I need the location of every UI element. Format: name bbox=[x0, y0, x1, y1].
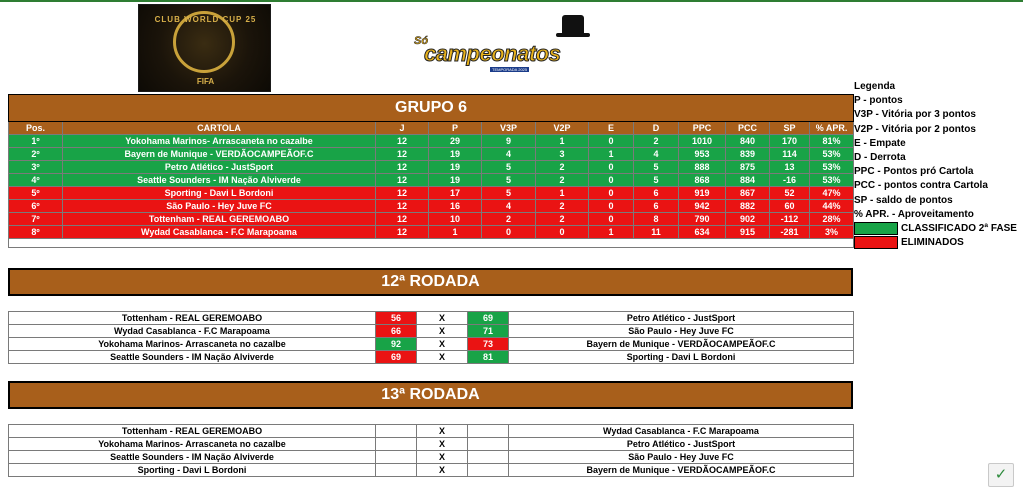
home-score bbox=[376, 438, 417, 451]
so-campeonatos-logo bbox=[414, 15, 594, 77]
standings-row bbox=[9, 200, 854, 213]
away-team: Petro Atlético - JustSport bbox=[509, 438, 854, 451]
legend-classified bbox=[854, 222, 1022, 236]
group-title: GRUPO 6 bbox=[9, 95, 854, 122]
stat-cell: -16 bbox=[770, 174, 810, 187]
top-hat-icon bbox=[562, 15, 584, 35]
header-cell: E bbox=[589, 122, 634, 135]
match-row bbox=[9, 338, 854, 351]
stat-cell: 1 bbox=[536, 187, 589, 200]
stat-cell: 2º bbox=[9, 148, 63, 161]
stat-cell: 6 bbox=[634, 187, 679, 200]
stat-cell: 4º bbox=[9, 174, 63, 187]
logo-org-text: FIFA bbox=[196, 77, 215, 86]
stat-cell: 12 bbox=[376, 174, 429, 187]
versus: X bbox=[417, 464, 468, 477]
away-team: São Paulo - Hey Juve FC bbox=[509, 325, 854, 338]
home-team: Tottenham - REAL GEREMOABO bbox=[9, 312, 376, 325]
stat-cell: 53% bbox=[810, 148, 854, 161]
stat-cell: 52 bbox=[770, 187, 810, 200]
stat-cell: 5 bbox=[482, 174, 536, 187]
stat-cell: 5 bbox=[634, 174, 679, 187]
standings-row bbox=[9, 226, 854, 239]
versus: X bbox=[417, 312, 468, 325]
stat-cell: 1º bbox=[9, 135, 63, 148]
stat-cell: -112 bbox=[770, 213, 810, 226]
home-score: 92 bbox=[376, 338, 417, 351]
home-score: 66 bbox=[376, 325, 417, 338]
top-hat-brim-icon bbox=[556, 33, 590, 37]
home-team: Yokohama Marinos- Arrascaneta no cazalbe bbox=[9, 338, 376, 351]
legend bbox=[854, 80, 1022, 250]
away-team: São Paulo - Hey Juve FC bbox=[509, 451, 854, 464]
stat-cell: -281 bbox=[770, 226, 810, 239]
stat-cell: 5 bbox=[482, 187, 536, 200]
stat-cell: 839 bbox=[726, 148, 770, 161]
team-cell: Sporting - Davi L Bordoni bbox=[63, 187, 376, 200]
stat-cell: 28% bbox=[810, 213, 854, 226]
stat-cell: 5º bbox=[9, 187, 63, 200]
stat-cell: 0 bbox=[589, 174, 634, 187]
stat-cell: 875 bbox=[726, 161, 770, 174]
header-cell: SP bbox=[770, 122, 810, 135]
match-row bbox=[9, 312, 854, 325]
stat-cell: 634 bbox=[679, 226, 726, 239]
stat-cell: 0 bbox=[482, 226, 536, 239]
stat-cell: 1 bbox=[589, 226, 634, 239]
stat-cell: 5 bbox=[634, 161, 679, 174]
green-swatch bbox=[854, 222, 898, 235]
check-icon[interactable]: ✓ bbox=[988, 463, 1014, 487]
stat-cell: 17 bbox=[429, 187, 482, 200]
legend-item: D - Derrota bbox=[854, 151, 906, 163]
stat-cell: 44% bbox=[810, 200, 854, 213]
round13-table bbox=[8, 424, 854, 477]
legend-item: PPC - Pontos pró Cartola bbox=[854, 166, 974, 178]
stat-cell: 10 bbox=[429, 213, 482, 226]
versus: X bbox=[417, 338, 468, 351]
stat-cell: 2 bbox=[536, 161, 589, 174]
logo-arc-text: CLUB WORLD CUP 25 bbox=[154, 15, 257, 24]
round13-banner: 13ª RODADA bbox=[8, 381, 853, 409]
away-score: 73 bbox=[468, 338, 509, 351]
away-team: Sporting - Davi L Bordoni bbox=[509, 351, 854, 364]
away-score bbox=[468, 451, 509, 464]
stat-cell: 53% bbox=[810, 174, 854, 187]
header-cell: D bbox=[634, 122, 679, 135]
stat-cell: 942 bbox=[679, 200, 726, 213]
stat-cell: 1 bbox=[429, 226, 482, 239]
legend-item: SP - saldo de pontos bbox=[854, 194, 953, 206]
team-cell: Bayern de Munique - VERDÃOCAMPEÃOF.C bbox=[63, 148, 376, 161]
versus: X bbox=[417, 451, 468, 464]
home-score bbox=[376, 425, 417, 438]
stat-cell: 16 bbox=[429, 200, 482, 213]
stat-cell: 0 bbox=[589, 135, 634, 148]
match-row bbox=[9, 425, 854, 438]
header-cell: P bbox=[429, 122, 482, 135]
round12-banner: 12ª RODADA bbox=[8, 268, 853, 296]
away-score: 81 bbox=[468, 351, 509, 364]
stat-cell: 3 bbox=[536, 148, 589, 161]
stat-cell: 919 bbox=[679, 187, 726, 200]
stat-cell: 1010 bbox=[679, 135, 726, 148]
stat-cell: 12 bbox=[376, 161, 429, 174]
stat-cell: 2 bbox=[536, 174, 589, 187]
stat-cell: 19 bbox=[429, 174, 482, 187]
legend-item: P - pontos bbox=[854, 95, 903, 107]
stat-cell: 1 bbox=[536, 135, 589, 148]
stat-cell: 1 bbox=[589, 148, 634, 161]
stat-cell: 12 bbox=[376, 226, 429, 239]
home-team: Seattle Sounders - IM Nação Alviverde bbox=[9, 451, 376, 464]
stat-cell: 0 bbox=[589, 213, 634, 226]
team-cell: Seattle Sounders - IM Nação Alviverde bbox=[63, 174, 376, 187]
team-cell: Wydad Casablanca - F.C Marapoama bbox=[63, 226, 376, 239]
header-cell: PCC bbox=[726, 122, 770, 135]
stat-cell: 2 bbox=[482, 213, 536, 226]
away-team: Bayern de Munique - VERDÃOCAMPEÃOF.C bbox=[509, 338, 854, 351]
logo-line1: Só bbox=[414, 35, 429, 47]
versus: X bbox=[417, 325, 468, 338]
legend-items bbox=[854, 94, 1022, 222]
logo-subtitle: TEMPORADA 2025 bbox=[492, 67, 528, 72]
legend-item: PCC - pontos contra Cartola bbox=[854, 180, 988, 192]
stat-cell: 170 bbox=[770, 135, 810, 148]
stat-cell: 888 bbox=[679, 161, 726, 174]
legend-item: V2P - Vitória por 2 pontos bbox=[854, 123, 976, 135]
stat-cell: 3º bbox=[9, 161, 63, 174]
away-score bbox=[468, 464, 509, 477]
legend-item: % APR. - Aproveitamento bbox=[854, 208, 974, 220]
stat-cell: 884 bbox=[726, 174, 770, 187]
legend-eliminated bbox=[854, 236, 1022, 250]
standings-header-row bbox=[9, 122, 854, 135]
versus: X bbox=[417, 351, 468, 364]
stat-cell: 2 bbox=[536, 200, 589, 213]
stat-cell: 882 bbox=[726, 200, 770, 213]
stat-cell: 0 bbox=[589, 187, 634, 200]
home-score bbox=[376, 451, 417, 464]
away-team: Petro Atlético - JustSport bbox=[509, 312, 854, 325]
stat-cell: 868 bbox=[679, 174, 726, 187]
standings-row bbox=[9, 161, 854, 174]
home-team: Yokohama Marinos- Arrascaneta no cazalbe bbox=[9, 438, 376, 451]
stat-cell: 8 bbox=[634, 213, 679, 226]
red-swatch bbox=[854, 236, 898, 249]
logo-line2: campeonatos bbox=[424, 41, 561, 66]
standings-row bbox=[9, 213, 854, 226]
round12-table bbox=[8, 311, 854, 364]
home-team: Sporting - Davi L Bordoni bbox=[9, 464, 376, 477]
standings-table bbox=[8, 94, 854, 248]
header-cell: V3P bbox=[482, 122, 536, 135]
stat-cell: 13 bbox=[770, 161, 810, 174]
stat-cell: 790 bbox=[679, 213, 726, 226]
header-cell: PPC bbox=[679, 122, 726, 135]
stat-cell: 12 bbox=[376, 148, 429, 161]
stat-cell: 867 bbox=[726, 187, 770, 200]
legend-item: E - Empate bbox=[854, 137, 906, 149]
stat-cell: 2 bbox=[634, 135, 679, 148]
header-cell: CARTOLA bbox=[63, 122, 376, 135]
standings-row bbox=[9, 135, 854, 148]
header-cell: V2P bbox=[536, 122, 589, 135]
legend-eliminated-label: ELIMINADOS bbox=[901, 237, 964, 249]
stat-cell: 0 bbox=[536, 226, 589, 239]
stat-cell: 9 bbox=[482, 135, 536, 148]
stat-cell: 19 bbox=[429, 148, 482, 161]
away-score bbox=[468, 425, 509, 438]
stat-cell: 953 bbox=[679, 148, 726, 161]
away-team: Wydad Casablanca - F.C Marapoama bbox=[509, 425, 854, 438]
match-row bbox=[9, 325, 854, 338]
stat-cell: 8º bbox=[9, 226, 63, 239]
stat-cell: 2 bbox=[536, 213, 589, 226]
away-score: 71 bbox=[468, 325, 509, 338]
stat-cell: 915 bbox=[726, 226, 770, 239]
home-score: 69 bbox=[376, 351, 417, 364]
team-cell: Tottenham - REAL GEREMOABO bbox=[63, 213, 376, 226]
stat-cell: 11 bbox=[634, 226, 679, 239]
away-score: 69 bbox=[468, 312, 509, 325]
team-cell: Petro Atlético - JustSport bbox=[63, 161, 376, 174]
stat-cell: 840 bbox=[726, 135, 770, 148]
stat-cell: 5 bbox=[482, 161, 536, 174]
versus: X bbox=[417, 425, 468, 438]
home-score bbox=[376, 464, 417, 477]
top-border bbox=[0, 0, 1023, 2]
match-row bbox=[9, 451, 854, 464]
home-team: Wydad Casablanca - F.C Marapoama bbox=[9, 325, 376, 338]
standings-spacer bbox=[9, 239, 854, 248]
header-cell: % APR. bbox=[810, 122, 854, 135]
stat-cell: 19 bbox=[429, 161, 482, 174]
match-row bbox=[9, 464, 854, 477]
stat-cell: 0 bbox=[589, 200, 634, 213]
stat-cell: 114 bbox=[770, 148, 810, 161]
header-cell: J bbox=[376, 122, 429, 135]
legend-item: V3P - Vitória por 3 pontos bbox=[854, 109, 976, 121]
home-team: Tottenham - REAL GEREMOABO bbox=[9, 425, 376, 438]
stat-cell: 53% bbox=[810, 161, 854, 174]
away-score bbox=[468, 438, 509, 451]
stat-cell: 29 bbox=[429, 135, 482, 148]
round12-body bbox=[9, 312, 854, 364]
team-cell: São Paulo - Hey Juve FC bbox=[63, 200, 376, 213]
stat-cell: 0 bbox=[589, 161, 634, 174]
match-row bbox=[9, 351, 854, 364]
stat-cell: 6 bbox=[634, 200, 679, 213]
stat-cell: 12 bbox=[376, 200, 429, 213]
stat-cell: 12 bbox=[376, 187, 429, 200]
stat-cell: 12 bbox=[376, 135, 429, 148]
standings-row bbox=[9, 174, 854, 187]
club-world-cup-logo bbox=[138, 4, 271, 92]
stat-cell: 4 bbox=[482, 148, 536, 161]
stat-cell: 4 bbox=[482, 200, 536, 213]
legend-classified-label: CLASSIFICADO 2ª FASE bbox=[901, 223, 1017, 235]
stat-cell: 60 bbox=[770, 200, 810, 213]
stat-cell: 12 bbox=[376, 213, 429, 226]
match-row bbox=[9, 438, 854, 451]
home-score: 56 bbox=[376, 312, 417, 325]
stat-cell: 902 bbox=[726, 213, 770, 226]
stat-cell: 6º bbox=[9, 200, 63, 213]
stat-cell: 81% bbox=[810, 135, 854, 148]
stat-cell: 3% bbox=[810, 226, 854, 239]
header-cell: Pos. bbox=[9, 122, 63, 135]
stat-cell: 47% bbox=[810, 187, 854, 200]
home-team: Seattle Sounders - IM Nação Alviverde bbox=[9, 351, 376, 364]
standings-row bbox=[9, 187, 854, 200]
versus: X bbox=[417, 438, 468, 451]
stat-cell: 4 bbox=[634, 148, 679, 161]
round13-body bbox=[9, 425, 854, 477]
away-team: Bayern de Munique - VERDÃOCAMPEÃOF.C bbox=[509, 464, 854, 477]
team-cell: Yokohama Marinos- Arrascaneta no cazalbe bbox=[63, 135, 376, 148]
legend-title: Legenda bbox=[854, 81, 896, 92]
stat-cell: 7º bbox=[9, 213, 63, 226]
standings-row bbox=[9, 148, 854, 161]
